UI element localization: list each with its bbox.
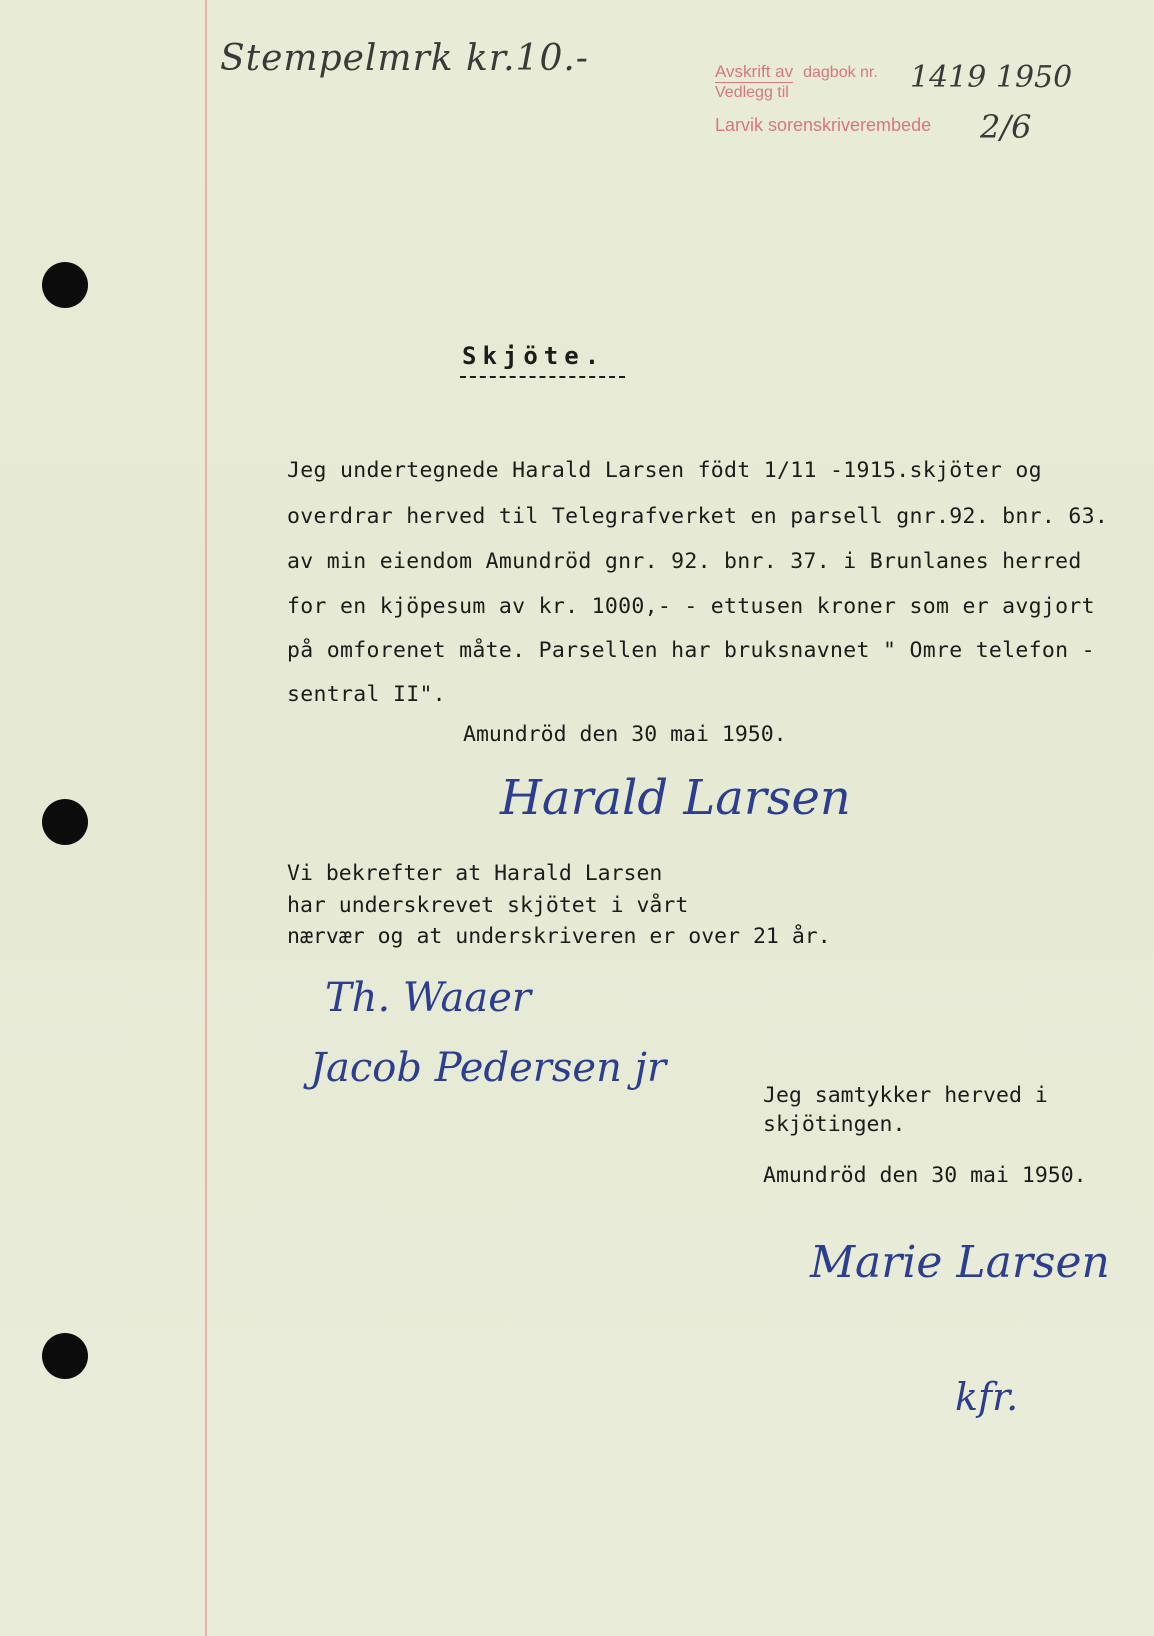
witness1-signature: Th. Waaer [325, 975, 531, 1021]
consent-line: Jeg samtykker herved i [763, 1083, 1048, 1108]
margin-rule [205, 0, 207, 1636]
title-underline [460, 376, 625, 378]
body-line: for en kjöpesum av kr. 1000,- - ettusen kroner som er avgjort [287, 594, 1095, 619]
stamp-duty-note: Stempelmrk kr.10.- [220, 38, 589, 79]
consent-line: skjötingen. [763, 1112, 906, 1137]
registry-stamp-office: Larvik sorenskriverembede [715, 115, 932, 135]
witness-statement-line: nærvær og at underskriveren er over 21 år. [287, 924, 831, 949]
document-title: Skjöte. [462, 342, 606, 370]
deed-date-line: Amundröd den 30 mai 1950. [463, 722, 787, 747]
journal-date: 2/6 [980, 108, 1032, 146]
body-line: på omforenet måte. Parsellen har bruksnavnet " Omre telefon - [287, 638, 1095, 663]
punch-hole-bottom [42, 1333, 88, 1379]
punch-hole-middle [42, 799, 88, 845]
body-line: av min eiendom Amundröd gnr. 92. bnr. 37. i Brunlanes herred [287, 549, 1082, 574]
journal-number: 1419 1950 [910, 60, 1073, 95]
clerk-initials: kfr. [955, 1375, 1019, 1419]
consent-date-line: Amundröd den 30 mai 1950. [763, 1163, 1087, 1188]
registry-stamp-vedlegg: Vedlegg til [715, 84, 789, 101]
registry-stamp-avskrift: Avskrift av [715, 62, 794, 81]
registry-stamp-line1 [715, 62, 878, 82]
spouse-signature: Marie Larsen [810, 1237, 1110, 1288]
seller-signature: Harald Larsen [500, 770, 851, 826]
witness-statement-line: Vi bekrefter at Harald Larsen [287, 861, 663, 886]
witness2-signature: Jacob Pedersen jr [310, 1045, 667, 1091]
registry-stamp-dagbok: dagbok nr. [803, 64, 878, 81]
body-line: sentral II". [287, 682, 446, 707]
witness-statement-line: har underskrevet skjötet i vårt [287, 893, 689, 918]
body-line: overdrar herved til Telegrafverket en parsell gnr.92. bnr. 63. [287, 504, 1109, 529]
punch-hole-top [42, 262, 88, 308]
body-line: Jeg undertegnede Harald Larsen födt 1/11 -1915.skjöter og [287, 458, 1042, 483]
